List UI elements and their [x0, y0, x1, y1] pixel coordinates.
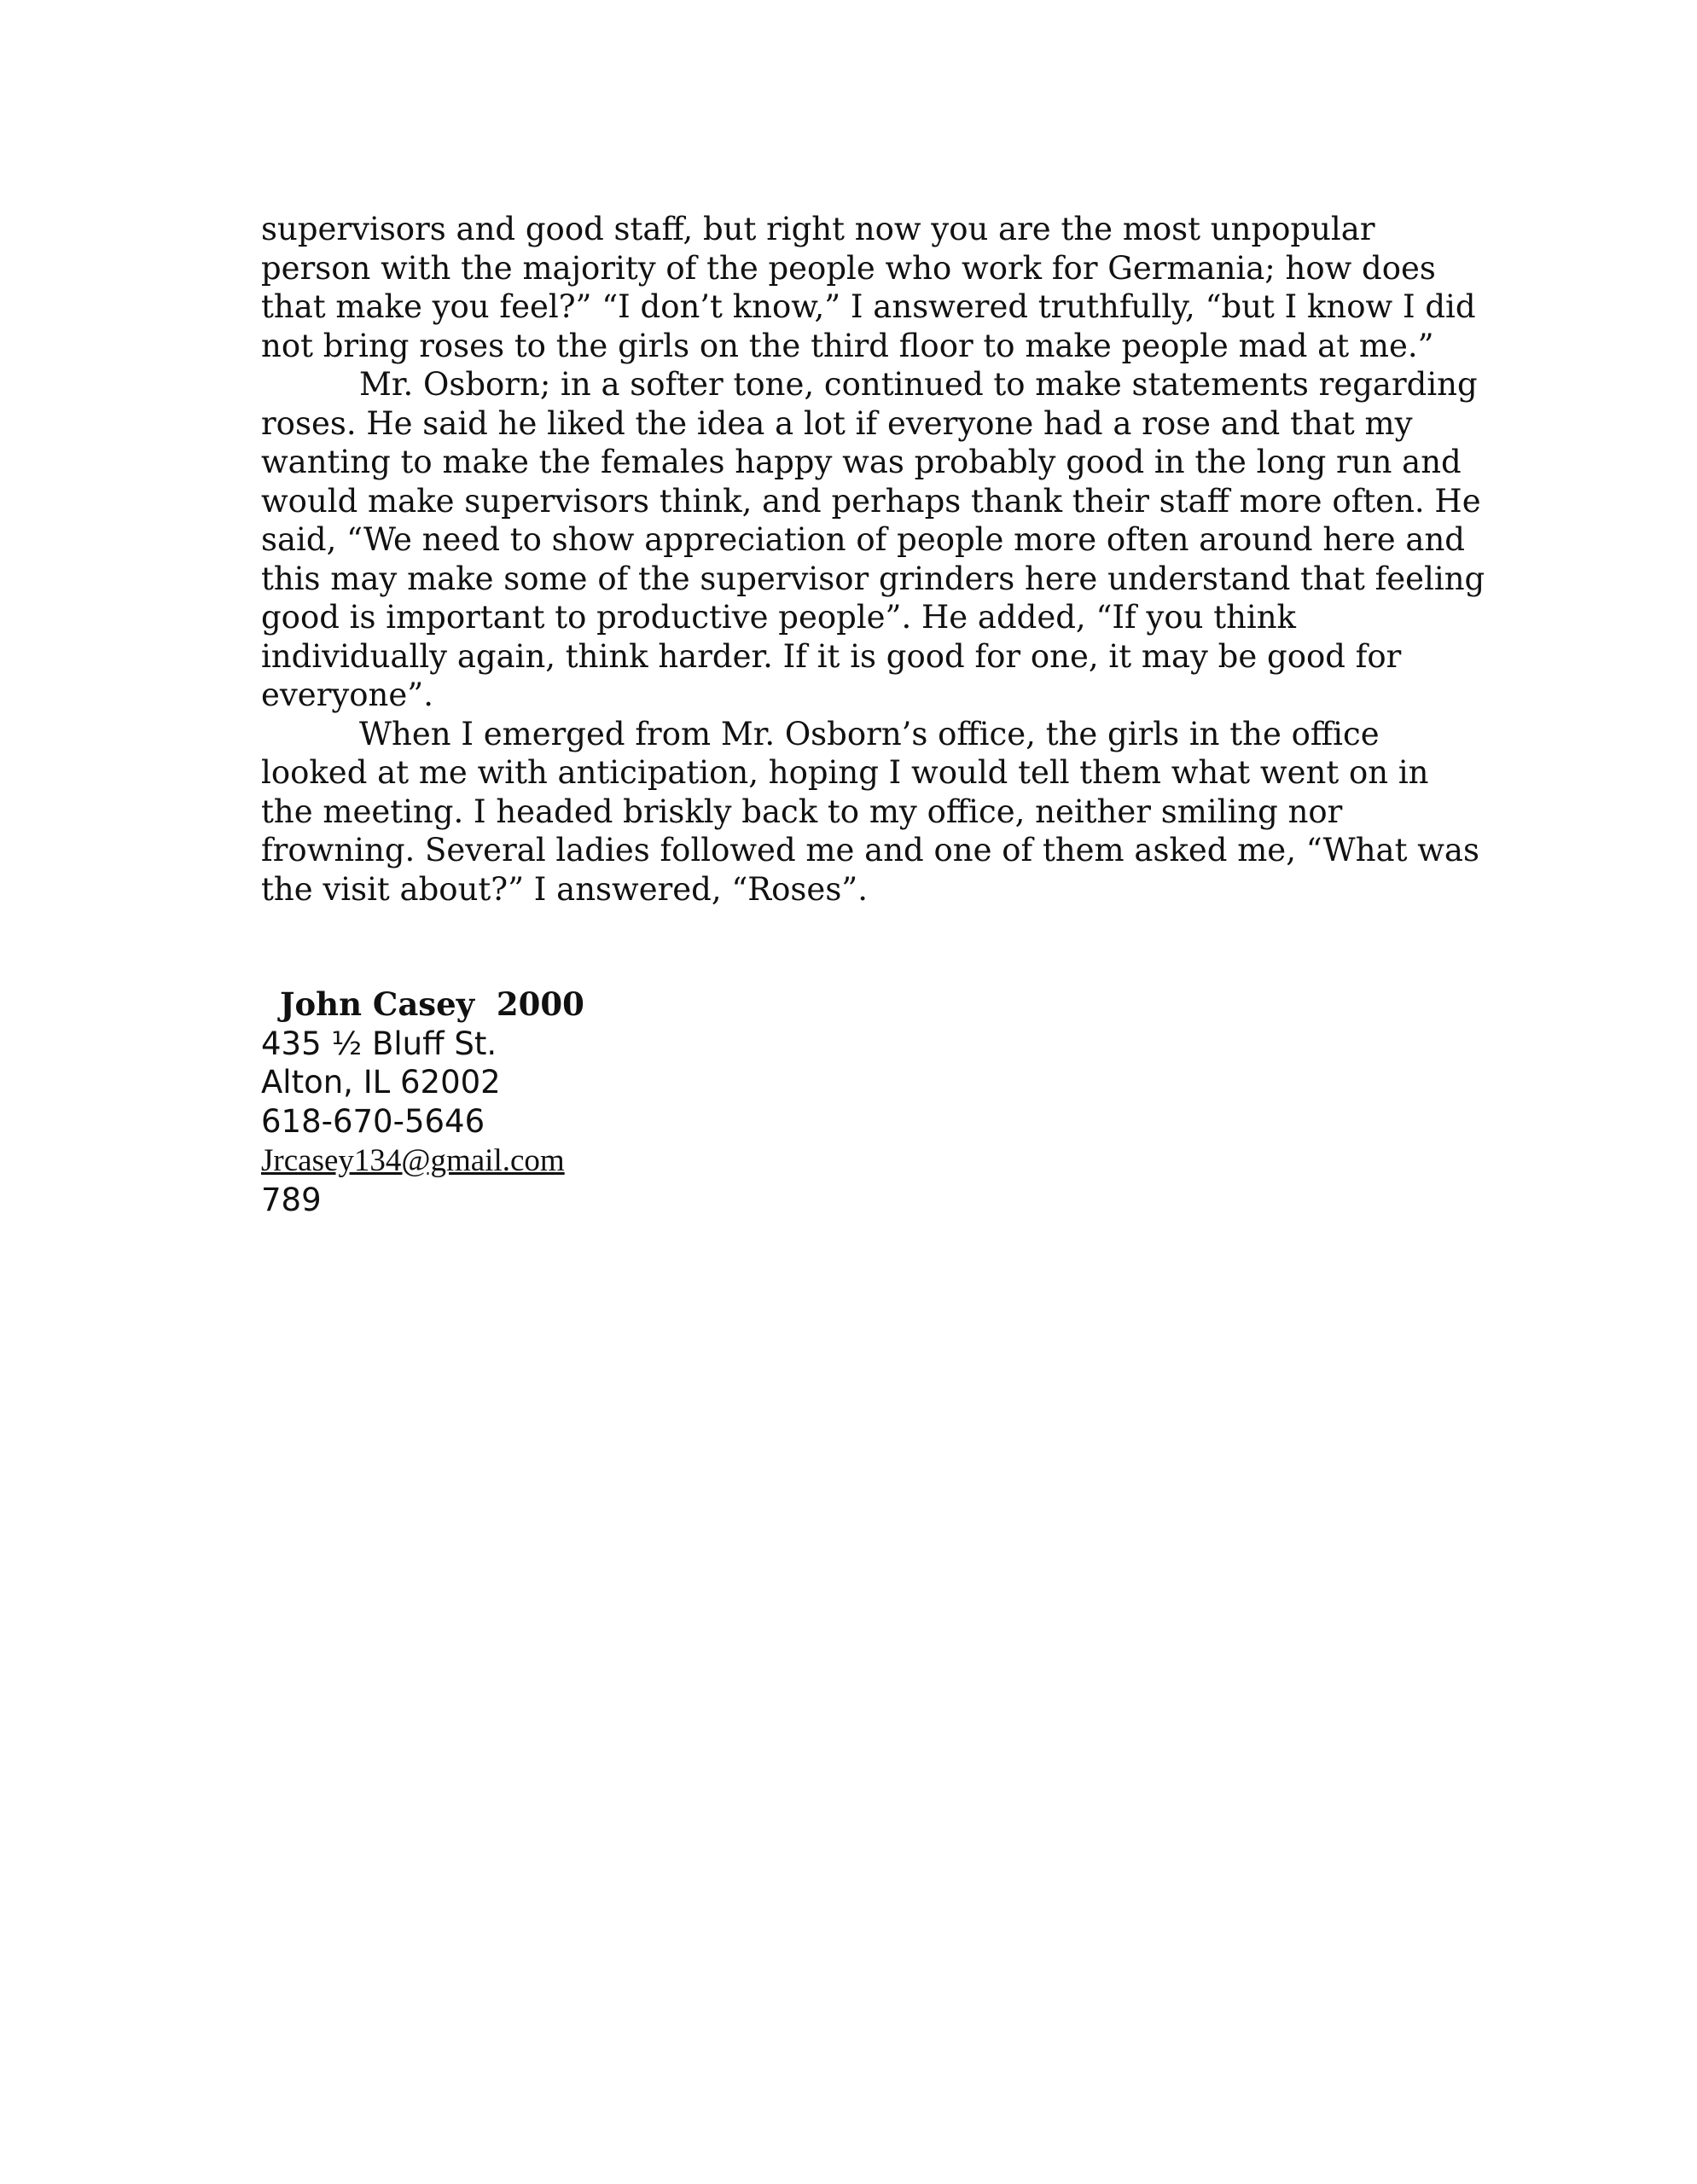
paragraph-1: supervisors and good staff, but right now you are the most unpopular person with the majority of the people who work for Germania; how does that make you feel?” “I don’t know,” I answered truthfully, “but I know I did not bring roses to the girls on the third floor to make people mad at me.” [261, 211, 1476, 364]
phone-number: 618-670-5646 [261, 1102, 485, 1140]
email-link[interactable]: Jrcasey134@gmail.com [261, 1143, 565, 1178]
address-line-1: 435 ½ Bluff St. [261, 1025, 497, 1062]
page-number: 789 [261, 1181, 322, 1218]
paragraph-2: Mr. Osborn; in a softer tone, continued to make statements regarding roses. He said he liked the idea a lot if everyone had a rose and that my wanting to make the females happy was probably good in the long run and would make supervisors think, and perhaps thank their staff more often. He said, “We need to show appreciation of people more often around here and this may make some of the supervisor grinders here understand that feeling good is important to productive people”. He added, “If you think individually again, think harder. If it is good for one, it may be good for everyone”. [261, 366, 1485, 713]
paragraph-3: When I emerged from Mr. Osborn’s office, the girls in the office looked at me with anticipation, hoping I would tell them what went on in the meeting. I headed briskly back to my office, neither smiling nor frowning. Several ladies followed me and one of them asked me, “What was the visit about?” I answered, “Roses”. [261, 715, 1479, 908]
signature-block [261, 985, 584, 1219]
address-line-2: Alton, IL 62002 [261, 1064, 501, 1101]
body-text [261, 210, 1490, 909]
email-line [261, 1141, 584, 1181]
author-name: John Casey 2000 [280, 985, 584, 1023]
